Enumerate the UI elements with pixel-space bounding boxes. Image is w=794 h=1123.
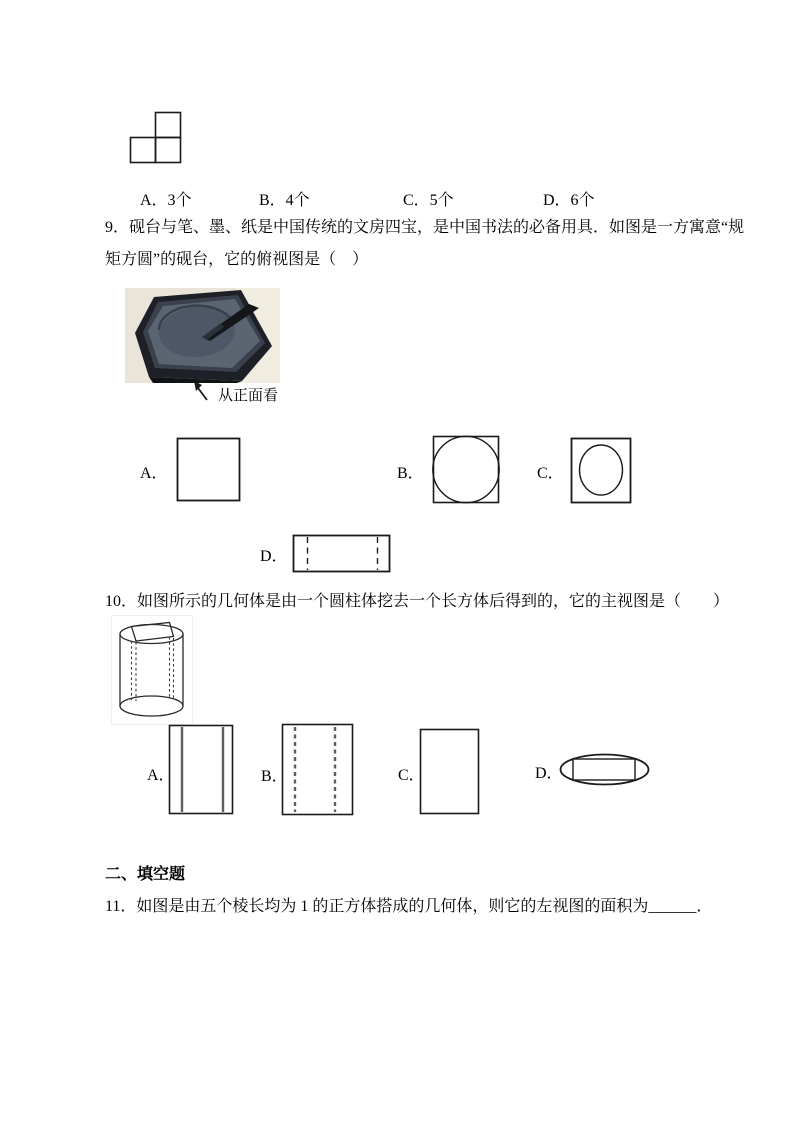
q9-text-line-2: 矩方圆”的砚台，它的俯视图是（ ） — [105, 251, 369, 268]
cylinder-figure — [111, 615, 193, 725]
q9-text-line-1: 9．砚台与笔、墨、纸是中国传统的文房四宝，是中国书法的必备用具．如图是一方寓意“规 — [105, 219, 745, 236]
q10-option-c-label: C． — [398, 767, 425, 784]
q9-option-a-figure — [176, 437, 242, 503]
q10-option-b-figure — [281, 723, 355, 816]
q8-option-d: D．6个 — [543, 192, 595, 209]
q9-option-a-label: A． — [140, 465, 168, 482]
q10-option-c-figure — [419, 728, 480, 815]
q10-option-a-figure — [168, 724, 234, 815]
q10-option-b-label: B． — [261, 768, 288, 785]
q8-option-a: A．3个 — [140, 192, 192, 209]
inkstone-photo — [125, 288, 280, 383]
q8-option-c: C．5个 — [403, 192, 454, 209]
q9-option-b-figure — [432, 435, 501, 505]
q10-option-d-label: D． — [535, 765, 563, 782]
q9-option-d-label: D． — [260, 548, 288, 565]
q9-option-b-label: B． — [397, 465, 424, 482]
q10-text: 10．如图所示的几何体是由一个圆柱体挖去一个长方体后得到的，它的主视图是（ ） — [105, 593, 730, 610]
q10-option-a-label: A． — [147, 767, 175, 784]
section2-title: 二、填空题 — [105, 866, 186, 883]
q8-option-b: B．4个 — [259, 192, 310, 209]
q11-text: 11．如图是由五个棱长均为 1 的正方体搭成的几何体，则它的左视图的面积为______． — [105, 898, 713, 915]
q8-cubes-figure — [129, 111, 185, 167]
front-view-arrow-icon — [192, 379, 216, 403]
q10-option-d-figure — [558, 752, 652, 788]
front-view-caption: 从正面看 — [218, 388, 279, 404]
q9-option-c-label: C． — [537, 465, 564, 482]
q9-option-d-figure — [292, 534, 392, 574]
q9-option-c-figure — [570, 437, 632, 505]
